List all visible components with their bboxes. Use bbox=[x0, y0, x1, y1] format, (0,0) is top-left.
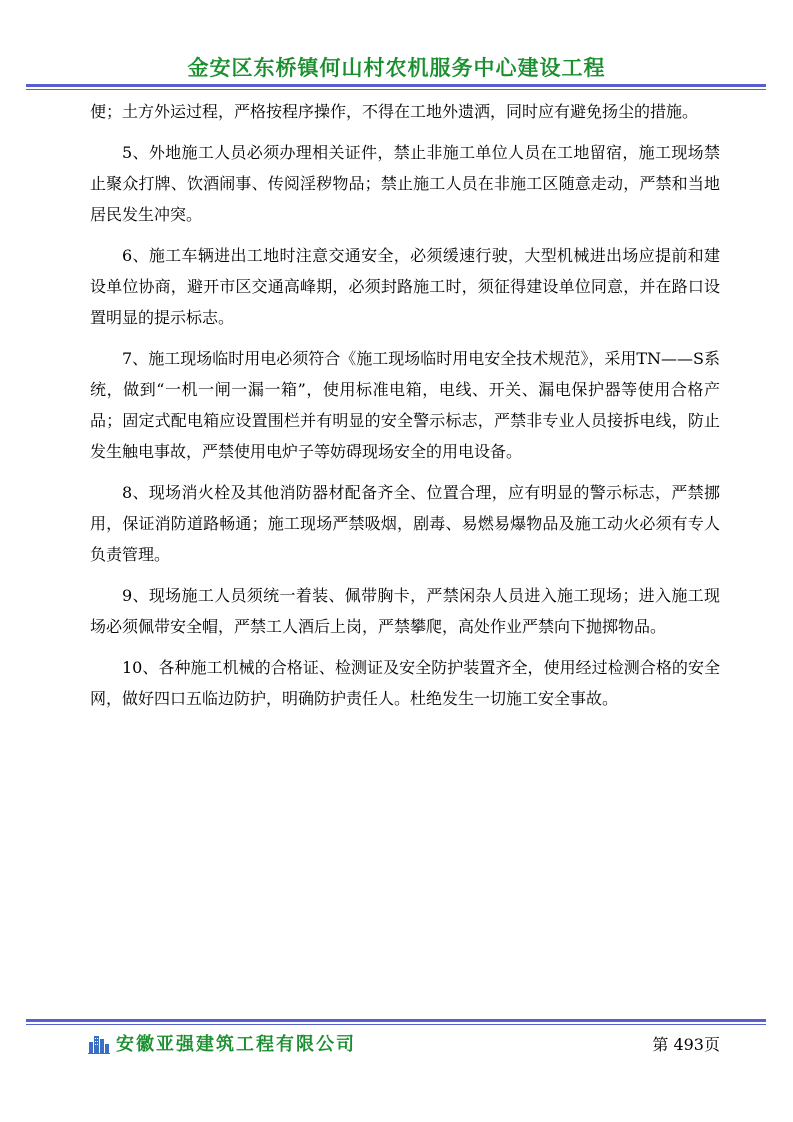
document-body bbox=[90, 96, 720, 724]
header-rule-thin bbox=[26, 89, 766, 90]
footer-company-name: 安徽亚强建筑工程有限公司 bbox=[116, 1034, 356, 1055]
footer-rule-thick bbox=[26, 1019, 766, 1022]
paragraph-item-10: 10、各种施工机械的合格证、检测证及安全防护装置齐全，使用经过检测合格的安全网，做好四口五临边防护，明确防护责任人。杜绝发生一切施工安全事故。 bbox=[90, 658, 720, 708]
paragraph-item-9: 9、现场施工人员须统一着装、佩带胸卡，严禁闲杂人员进入施工现场；进入施工现场必须佩带安全帽，严禁工人酒后上岗，严禁攀爬，高处作业严禁向下抛掷物品。 bbox=[90, 586, 720, 636]
paragraph-item-8: 8、现场消火栓及其他消防器材配备齐全、位置合理，应有明显的警示标志，严禁挪用，保证消防道路畅通；施工现场严禁吸烟，剧毒、易燃易爆物品及施工动火必须有专人负责管理。 bbox=[90, 483, 720, 564]
paragraph-item-6: 6、施工车辆进出工地时注意交通安全，必须缓速行驶，大型机械进出场应提前和建设单位协商，避开市区交通高峰期，必须封路施工时，须征得建设单位同意，并在路口设置明显的提示标志。 bbox=[90, 246, 720, 327]
page-header-title: 金安区东桥镇何山村农机服务中心建设工程 bbox=[187, 56, 606, 80]
footer-rule-thin bbox=[26, 1024, 766, 1025]
building-logo-icon bbox=[88, 1032, 110, 1054]
page-footer bbox=[88, 1030, 720, 1060]
paragraph-item-7: 7、施工现场临时用电必须符合《施工现场临时用电安全技术规范》，采用TN——S系统，做到“一机一闸一漏一箱”，使用标准电箱，电线、开关、漏电保护器等使用合格产品；固定式配电箱应设置围栏并有明显的安全警示标志，严禁非专业人员接拆电线，防止发生触电事故，严禁使用电炉子等妨碍现场安全的用电设备。 bbox=[90, 349, 720, 461]
paragraph-item-5: 5、外地施工人员必须办理相关证件，禁止非施工单位人员在工地留宿，施工现场禁止聚众打牌、饮酒闹事、传阅淫秽物品；禁止施工人员在非施工区随意走动，严禁和当地居民发生冲突。 bbox=[90, 143, 720, 224]
paragraph-continuation: 便；土方外运过程，严格按程序操作，不得在工地外遗洒，同时应有避免扬尘的措施。 bbox=[90, 102, 699, 121]
page-number: 第 493页 bbox=[652, 1035, 720, 1054]
header-rule-thick bbox=[26, 84, 766, 87]
